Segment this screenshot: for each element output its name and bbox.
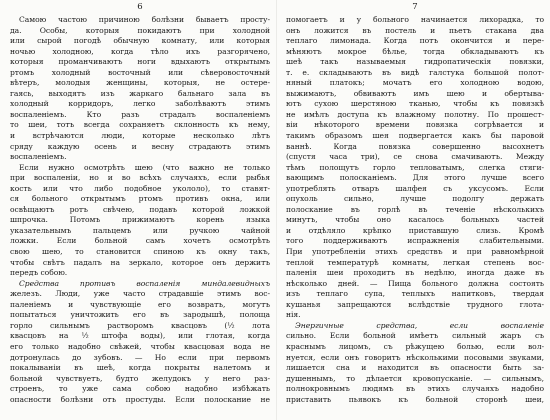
text-line: помогаетъ и у больного начинается лихорадка, то: [286, 15, 544, 24]
text-line: нія.: [286, 310, 301, 320]
text-line: Энергичные средства, если воспаленіе: [295, 320, 544, 330]
text-line: паленія шеи проходитъ въ недѣлю, иногда даже въ: [286, 268, 544, 278]
text-line: передъ собою.: [10, 268, 68, 278]
text-line: то шеи, тотъ всегда сохраняетъ склонность къ нему,: [10, 120, 270, 130]
text-line: ютъ сухою шерстяною тканью, чтобы къ повязкѣ: [286, 99, 544, 109]
text-line: такимъ образомъ шея подвергается какъ бы паровой: [286, 131, 544, 141]
text-line: краснымъ лицомъ, съ рѣжущею болью, если вол-: [286, 341, 544, 351]
text-line: приставить пьявокъ къ больной сторонѣ шеи,: [286, 394, 544, 404]
text-line: шпрочка. Потомъ прижимаютъ корень языка: [10, 215, 270, 225]
text-line: его только надобно свѣжей, чтобы квасцовая вода не: [10, 341, 270, 351]
text-line: лишается сна и находится въ опасности быть за-: [286, 363, 544, 373]
text-line: изъ теплаго супа, теплыхъ напитковъ, твердая: [286, 289, 544, 299]
text-line: ложки. Если больной самъ хочетъ осмотрѣть: [10, 236, 270, 246]
text-line: воспаленіемъ. Кто разъ страдалъ воспаленіемъ: [10, 109, 270, 119]
right-page-text: [286, 15, 544, 405]
text-line: холодный корридоръ, легко заболѣваютъ этимъ: [10, 99, 270, 109]
text-line: паленіемъ и чувствующіе его возвратъ, могутъ: [10, 299, 270, 309]
text-line: употреблять отваръ шалфея съ уксусомъ. Если: [286, 183, 544, 193]
text-line: при воспаленіи, но и во всѣхъ случаяхъ, если рыбья: [10, 173, 270, 183]
book-gutter: [276, 0, 277, 420]
text-line: вающимъ полосканіемъ. Для этого лучше всего: [286, 173, 544, 183]
text-line: горло сильнымъ растворомъ квасцовъ (½ лота: [10, 320, 270, 330]
text-line: При употребленіи этихъ средствъ и при равномѣрной: [286, 247, 544, 257]
text-line: віи нѣкоторого времени повязка согрѣвается и: [286, 120, 544, 130]
text-line: шеѣ такъ называемыя гидропатическія повязки,: [286, 57, 544, 67]
text-line: освѣщаютъ ротъ свѣчею, подавъ которой ложкой: [10, 204, 270, 214]
text-line: дотронулась до зубовъ. — Но если при первомъ: [10, 352, 270, 362]
text-line: и встрѣчаются люди, которые несколько лѣтъ: [10, 131, 270, 141]
text-line: гаясь, выходятъ изъ жаркаго бальнаго зала въ: [10, 88, 270, 98]
text-line: и отдѣляло крѣпко приставшую слизь. Кромѣ: [286, 225, 544, 235]
page-number-right: 7: [412, 2, 418, 12]
text-line: вѣтеръ, молодыя женщины, которыя, не остере-: [10, 78, 270, 88]
text-line: онъ ложится въ постель и пьетъ стакана два: [286, 25, 544, 35]
text-line: минутъ, чтобы оно касалось больныхъ частей: [286, 215, 544, 225]
text-line: указательнымъ пальцемъ или ручкою чайной: [10, 225, 270, 235]
text-line: мѣняютъ мокрое бѣлье, тогда обкладываютъ къ: [286, 46, 544, 56]
text-line: или сырой погодѣ обычную комнату, или которыя: [10, 36, 270, 46]
text-line: Самою частою причиною болѣзни бываетъ просту-: [19, 15, 270, 24]
text-line: того поддерживаютъ испражненія слабительными.: [286, 236, 544, 246]
text-line: не имѣлъ доступа къ влажному полотну. По прошест-: [286, 109, 544, 119]
left-page: [10, 0, 270, 420]
text-line: выжимаютъ, обвиваютъ имъ шею и обертыва-: [286, 88, 544, 98]
text-line: (спустя часа три), се снова смачиваютъ. Между: [286, 152, 544, 162]
text-line: свою шею, то становится спиною къ окну такъ,: [10, 247, 270, 257]
left-page-text: [10, 15, 270, 405]
text-line: няный платокъ; мочатъ его холодною водою,: [286, 78, 544, 88]
text-line: ртомъ холодный восточный или сѣверовосточный: [10, 67, 270, 77]
text-line: квасцовъ на ½ штофа воды), или глотая, когда: [10, 331, 270, 341]
text-line: опухоль сильно, лучше подолгу держать: [286, 194, 544, 204]
text-line: теплой температурѣ комнаты, легкая степень вос-: [286, 257, 544, 267]
text-line: строенъ, то уже сама собою надобно избѣжать: [10, 384, 270, 394]
text-line: железъ. Люди, уже часто страдавшіе этимъ вос-: [10, 289, 270, 299]
text-line: кушанья запрещаются вслѣдствіе трудного глота-: [286, 299, 544, 309]
text-line: ваннѣ. Когда повязка совершенно высохнетъ: [286, 141, 544, 151]
text-line: т. е. складываютъ въ видѣ галстука большой полот-: [286, 67, 544, 77]
text-line: чтобы свѣтъ падалъ на зеркало, которое онъ держитъ: [10, 257, 270, 267]
text-line: которыя проманчиваютъ ноги вдыхаютъ открытымъ: [10, 57, 270, 67]
text-line: попытаться уничтожить его въ зародышѣ, полоща: [10, 310, 270, 320]
text-line: ся больного открытымъ ртомъ противъ окна, или: [10, 194, 270, 204]
right-page: [286, 0, 544, 420]
text-line: ночью холодною, когда тѣло ихъ разгорячено,: [10, 46, 270, 56]
text-line: нѣсколько дней. — Пища больного должна состоять: [286, 278, 544, 288]
text-line: воспаленіемъ.: [10, 152, 67, 162]
text-line: да. Особы, которыя покидаютъ при холодной: [10, 25, 270, 35]
text-line: покалываніи въ шеѣ, когда покрыты налетомъ и: [10, 363, 270, 373]
text-line: нуется, если онъ говоритъ нѣсколькими посовыми звуками,: [286, 352, 544, 362]
text-line: Если нужно осмотрѣть шею (что важно не только: [19, 162, 270, 172]
page-number-left: 6: [137, 2, 143, 12]
text-line: больной чувствуетъ, будто желудокъ у него раз-: [10, 373, 270, 383]
text-line: опасности болѣзни отъ простуды. Если полоскание не: [10, 394, 270, 404]
text-line: душеннымъ, то дѣлается кровопусканіе. — сильнымъ,: [286, 373, 544, 383]
text-line: полоскание въ горлѣ въ теченіе нѣсколькихъ: [286, 204, 544, 214]
text-line: теплаго лимонада. Когда потъ окончится и пере-: [286, 36, 544, 46]
text-line: сряду каждую осень и весну страдаютъ этимъ: [10, 141, 270, 151]
text-line: кость или что либо подобное укололо), то ставят-: [10, 183, 270, 193]
text-line: тѣмъ полощутъ горло тепловатымъ, слегка стяги-: [286, 162, 544, 172]
text-line: сильно. Если больной имѣетъ сильный жаръ съ: [286, 331, 544, 341]
text-line: Средства противъ воспаленія миндалевидныхъ: [19, 278, 270, 288]
text-line: полнокровнымъ людямъ въ этихъ случаяхъ надобно: [286, 384, 544, 394]
